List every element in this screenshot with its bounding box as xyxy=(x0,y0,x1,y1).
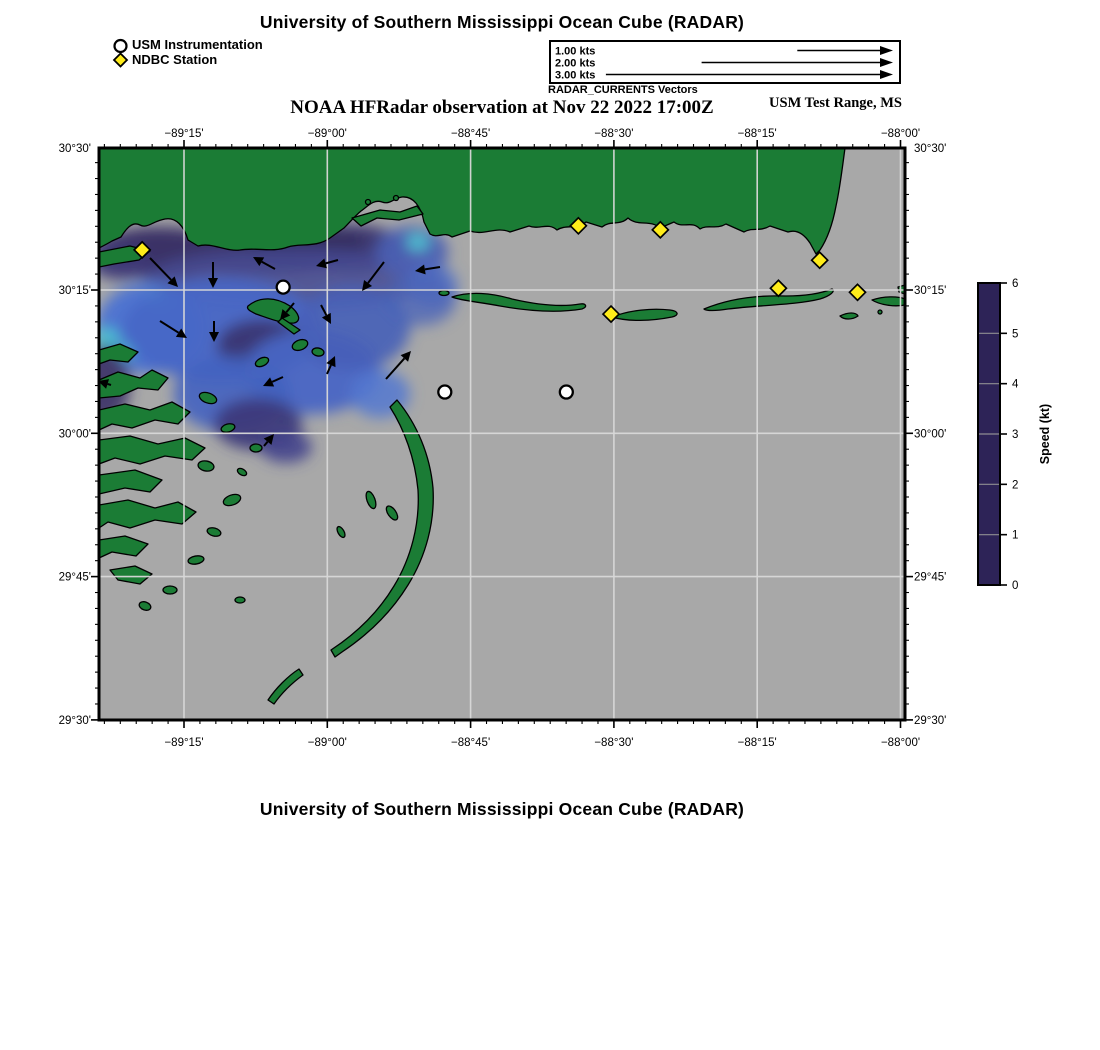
lon-label-bottom: −88°30' xyxy=(594,737,634,749)
marsh-islet xyxy=(250,444,262,452)
marsh-islet xyxy=(235,597,245,603)
vector-caption: RADAR_CURRENTS Vectors xyxy=(548,84,698,96)
lat-label-left: 30°00' xyxy=(58,428,91,441)
lat-label-right: 29°30' xyxy=(914,714,947,727)
current-vector-shaft xyxy=(108,384,111,385)
lat-label-left: 29°30' xyxy=(58,714,91,727)
legend-label-ndbc: NDBC Station xyxy=(132,52,218,67)
lat-label-right: 30°15' xyxy=(914,285,947,297)
lon-label-bottom: −88°15' xyxy=(737,737,777,749)
legend-label-usm: USM Instrumentation xyxy=(132,37,263,52)
colorbar-tick-label: 6 xyxy=(1012,278,1019,290)
usm-station-marker xyxy=(277,281,290,294)
bay-islet xyxy=(394,196,399,201)
lon-label-top: −88°30' xyxy=(594,128,634,140)
speed-field-blob xyxy=(260,431,312,463)
lat-label-right: 30°00' xyxy=(914,428,947,441)
colorbar-tick-label: 4 xyxy=(1012,378,1019,391)
usm-station-marker xyxy=(560,386,573,399)
lon-label-top: −88°15' xyxy=(737,128,777,140)
lon-label-bottom: −89°00' xyxy=(307,737,347,749)
lon-label-bottom: −89°15' xyxy=(164,737,204,749)
lat-label-left: 29°45' xyxy=(58,571,91,584)
vector-scale-label-2: 2.00 kts xyxy=(555,57,596,70)
bay-islet xyxy=(366,200,371,205)
map-subtitle: NOAA HFRadar observation at Nov 22 2022 17:00Z xyxy=(290,97,714,118)
speed-field-blob xyxy=(384,274,456,326)
lon-label-bottom: −88°45' xyxy=(451,737,491,749)
lon-label-top: −88°00' xyxy=(880,128,921,140)
lat-label-left: 30°30' xyxy=(58,143,91,155)
colorbar-tick-label: 2 xyxy=(1012,479,1019,492)
colorbar-tick-label: 1 xyxy=(1012,529,1019,542)
bottom-caption: University of Southern Mississippi Ocean Cube (RADAR) xyxy=(259,799,745,819)
colorbar xyxy=(978,278,1019,592)
usm-station-marker xyxy=(438,386,451,399)
small-island xyxy=(878,310,882,314)
marsh-islet xyxy=(163,586,177,594)
speed-field-blob xyxy=(407,234,429,250)
colorbar-tick-label: 5 xyxy=(1012,328,1019,341)
lon-label-top: −88°45' xyxy=(451,128,491,140)
vector-scale-label-1: 1.00 kts xyxy=(555,45,596,58)
lon-label-top: −89°15' xyxy=(164,128,204,140)
vector-scale-label-3: 3.00 kts xyxy=(555,69,596,82)
region-label: USM Test Range, MS xyxy=(769,95,902,111)
islet xyxy=(439,291,449,296)
colorbar-tick-label: 3 xyxy=(1012,429,1019,441)
lon-label-top: −89°00' xyxy=(307,128,347,140)
lat-label-right: 30°30' xyxy=(914,143,947,155)
lon-label-bottom: −88°00' xyxy=(880,737,921,749)
lat-label-right: 29°45' xyxy=(914,571,947,584)
page-title: University of Southern Mississippi Ocean Cube (RADAR) xyxy=(259,12,745,32)
colorbar-tick-label: 0 xyxy=(1012,580,1019,592)
lat-label-left: 30°15' xyxy=(58,285,91,297)
colorbar-axis-label: Speed (kt) xyxy=(1038,403,1052,465)
